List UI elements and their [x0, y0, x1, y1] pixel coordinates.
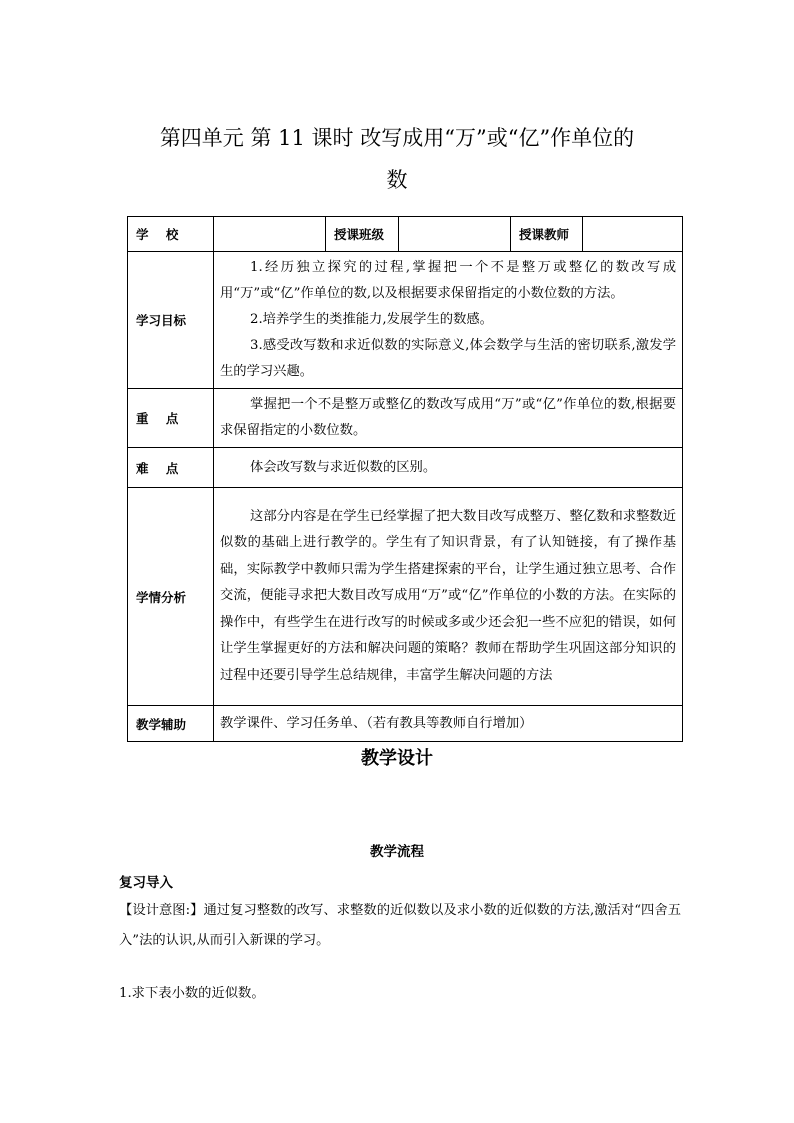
aids-label: 教学辅助: [128, 706, 214, 742]
document-title-line2: 数: [386, 168, 408, 192]
design-heading: 教学设计: [361, 748, 433, 769]
school-label: 学 校: [128, 217, 214, 252]
aids-content: 教学课件、学习任务单、（若有教具等教师自行增加）: [214, 706, 683, 742]
class-value: [399, 217, 511, 252]
goal-item: 3.感受改写数和求近似数的实际意义,体会数学与生活的密切联系,激发学生的学习兴趣。: [220, 338, 676, 379]
teacher-value: [583, 217, 683, 252]
design-intent-paragraph: 【设计意图:】通过复习整数的改写、求整数的近似数以及求小数的近似数的方法,激活对“四舍五入”法的认识,从而引入新课的学习。: [119, 903, 681, 948]
table-row-analysis: [128, 488, 683, 706]
goal-item: 1.经历独立探究的过程,掌握把一个不是整万或整亿的数改写成用“万”或“亿”作单位的数,以及根据要求保留指定的小数位数的方法。: [220, 260, 676, 301]
key-point-content: [214, 389, 683, 448]
flow-heading: 教学流程: [370, 844, 424, 860]
table-row-aids: [128, 706, 683, 742]
lesson-info-table: [127, 216, 683, 742]
goals-content: [214, 252, 683, 389]
key-point-text: 掌握把一个不是整万或整亿的数改写成用“万”或“亿”作单位的数,根据要求保留指定的小数位数。: [220, 397, 676, 438]
question-1: 1.求下表小数的近似数。: [119, 986, 265, 1001]
difficulty-text: 体会改写数与求近似数的区别。: [250, 459, 437, 475]
section-title-review: 复习导入: [119, 875, 173, 891]
analysis-content: [214, 488, 683, 706]
analysis-text: 这部分内容是在学生已经掌握了把大数目改写成整万、整亿数和求整数近似数的基础上进行教学的。学生有了知识背景，有了认知链接，有了操作基础，实际教学中教师只需为学生搭建探索的平台，让学生通过独立思考、合作交流，便能寻求把大数目改写成用“万”或“亿”作单位的小数的方法。在实际的操作中，有些学生在进行改写的时候或多或少还会犯一些不应犯的错误，如何让学生掌握更好的方法和解决问题的策略？教师在帮助学生巩固这部分知识的过程中还要引导学生总结规律，丰富学生解决问题的方法: [220, 508, 676, 683]
table-row-goals: [128, 252, 683, 389]
class-label: 授课班级: [326, 217, 399, 252]
table-row-difficulty: [128, 448, 683, 488]
key-point-label: 重 点: [128, 389, 214, 448]
difficulty-content: [214, 448, 683, 488]
goals-label: 学习目标: [128, 252, 214, 389]
table-row-key-point: [128, 389, 683, 448]
difficulty-label: 难 点: [128, 448, 214, 488]
goal-item: 2.培养学生的类推能力,发展学生的数感。: [250, 312, 493, 327]
analysis-label: 学情分析: [128, 488, 214, 706]
table-row-school: [128, 217, 683, 252]
teacher-label: 授课教师: [511, 217, 583, 252]
document-title-line1: 第四单元 第 11 课时 改写成用“万”或“亿”作单位的: [159, 126, 635, 150]
school-value: [214, 217, 326, 252]
